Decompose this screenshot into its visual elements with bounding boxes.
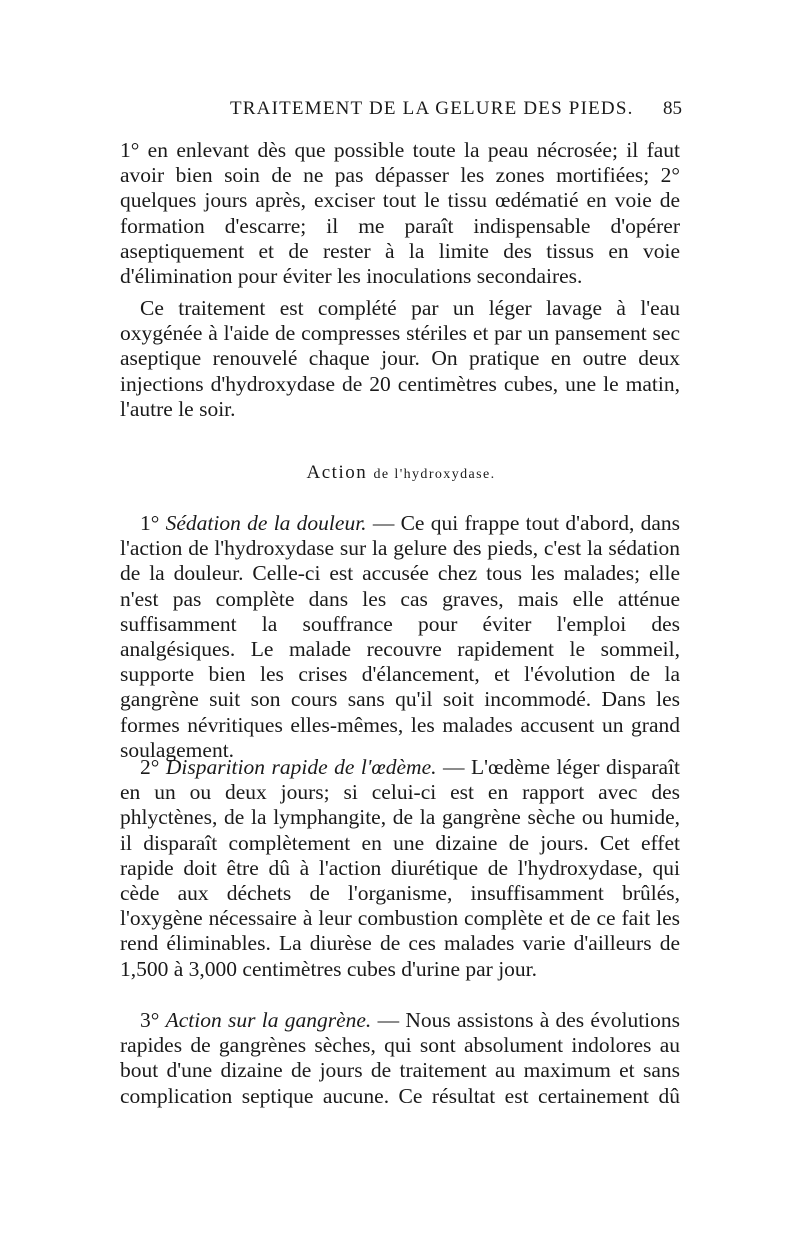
item-sedation xyxy=(120,511,680,763)
page-number: 85 xyxy=(663,98,682,119)
paragraph-procedure: 1° en enlevant dès que possible toute la peau nécrosée; il faut avoir bien soin de ne pas dépasser les zones mortifiées; 2° quelques jours après, exciser tout le tissu œdématié en voie de formation d'escarre; il me paraît indispensable d'opérer aseptiquement et de rester à la limite des tissus en voie d'élimination pour éviter les inoculations secondaires. xyxy=(120,138,680,289)
item-number: 3° xyxy=(140,1008,160,1032)
item-gangrene xyxy=(120,1008,680,1109)
section-heading-rest: de l'hydroxydase. xyxy=(373,467,496,482)
section-heading-first-word: Action xyxy=(306,462,368,483)
item-number: 2° xyxy=(140,755,160,779)
item-title: Sédation de la douleur. xyxy=(165,511,367,535)
paragraph-treatment: Ce traitement est complété par un léger lavage à l'eau oxygénée à l'aide de compresses stériles et par un pansement sec aseptique renouvelé chaque jour. On pratique en outre deux injections d'hydroxydase de 20 centimètres cubes, une le matin, l'autre le soir. xyxy=(120,296,680,421)
item-title: Disparition rapide de l'œdème. xyxy=(165,755,437,779)
item-title: Action sur la gangrène. xyxy=(165,1008,372,1032)
item-text: Ce qui frappe tout d'abord, dans l'action de l'hydroxydase sur la gelure des pieds, c'est la sédation de la douleur. Celle-ci est accusée chez tous les malades; elle n'est pas complète dans les cas graves, mais elle atténue suffisamment la souffrance pour éviter l'emploi des analgésiques. Le malade recouvre rapidement le sommeil, supporte bien les crises d'élancement, et l'évolution de la gangrène suit son cours sans qu'il soit incommodé. Dans les formes névritiques elles-mêmes, les malades accusent un grand soulagement. xyxy=(120,511,680,762)
item-text: Nous assistons à des évolutions rapides de gangrènes sèches, qui sont absolument indolores au bout d'une dizaine de jours de traitement au maximum et sans complication septique aucune. Ce résultat est certainement dû xyxy=(120,1008,681,1108)
section-heading xyxy=(120,462,682,484)
item-dash: — xyxy=(372,511,395,535)
item-text: L'œdème léger disparaît en un ou deux jours; si celui-ci est en rapport avec des phlyctènes, de la lymphangite, de la gangrène sèche ou humide, il disparaît complètement en une dizaine de jours. Cet effet rapide doit être dû à l'action diurétique de l'hydroxydase, qui cède aux déchets de l'organisme, insuffisamment brûlés, l'oxygène nécessaire à leur combustion complète et de ce fait les rend éliminables. La diurèse de ces malades varie d'ailleurs de 1,500 à 3,000 centimètres cubes d'urine par jour. xyxy=(120,755,681,981)
item-oedema xyxy=(120,755,680,982)
running-title: TRAITEMENT DE LA GELURE DES PIEDS. xyxy=(230,98,634,119)
item-dash: — xyxy=(377,1008,400,1032)
running-header xyxy=(120,98,682,128)
item-dash: — xyxy=(443,755,465,779)
item-number: 1° xyxy=(140,511,160,535)
